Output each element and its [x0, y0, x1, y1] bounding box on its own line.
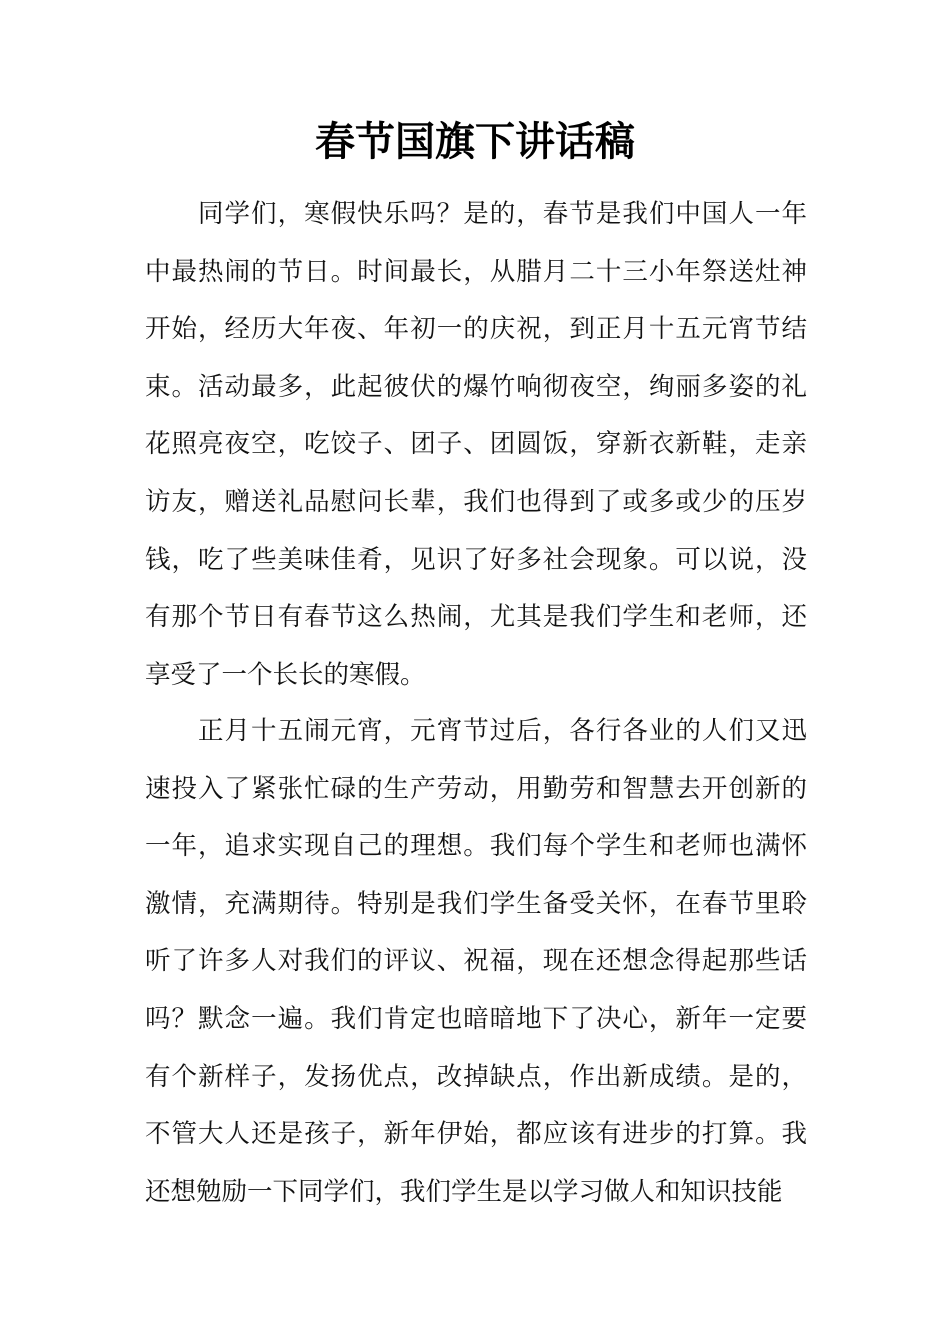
paragraph-2: 正月十五闹元宵，元宵节过后，各行各业的人们又迅速投入了紧张忙碌的生产劳动，用勤劳和智慧去开创新的一年，追求实现自己的理想。我们每个学生和老师也满怀激情，充满期待。特别是我们学生备受关怀，在春节里聆听了许多人对我们的评议、祝福，现在还想念得起那些话吗？默念一遍。我们肯定也暗暗地下了决心，新年一定要有个新样子，发扬优点，改掉缺点，作出新成绩。是的，不管大人还是孩子，新年伊始，都应该有进步的打算。我还想勉励一下同学们，我们学生是以学习做人和知识技能 [145, 716, 807, 1207]
paragraph-1: 同学们，寒假快乐吗？是的，春节是我们中国人一年中最热闹的节日。时间最长，从腊月二十三小年祭送灶神开始，经历大年夜、年初一的庆祝，到正月十五元宵节结束。活动最多，此起彼伏的爆竹响彻夜空，绚丽多姿的礼花照亮夜空，吃饺子、团子、团圆饭，穿新衣新鞋，走亲访友，赠送礼品慰问长辈，我们也得到了或多或少的压岁钱，吃了些美味佳肴，见识了好多社会现象。可以说，没有那个节日有春节这么热闹，尤其是我们学生和老师，还享受了一个长长的寒假。 [145, 199, 807, 690]
document-title: 春节国旗下讲话稿 [315, 118, 635, 165]
